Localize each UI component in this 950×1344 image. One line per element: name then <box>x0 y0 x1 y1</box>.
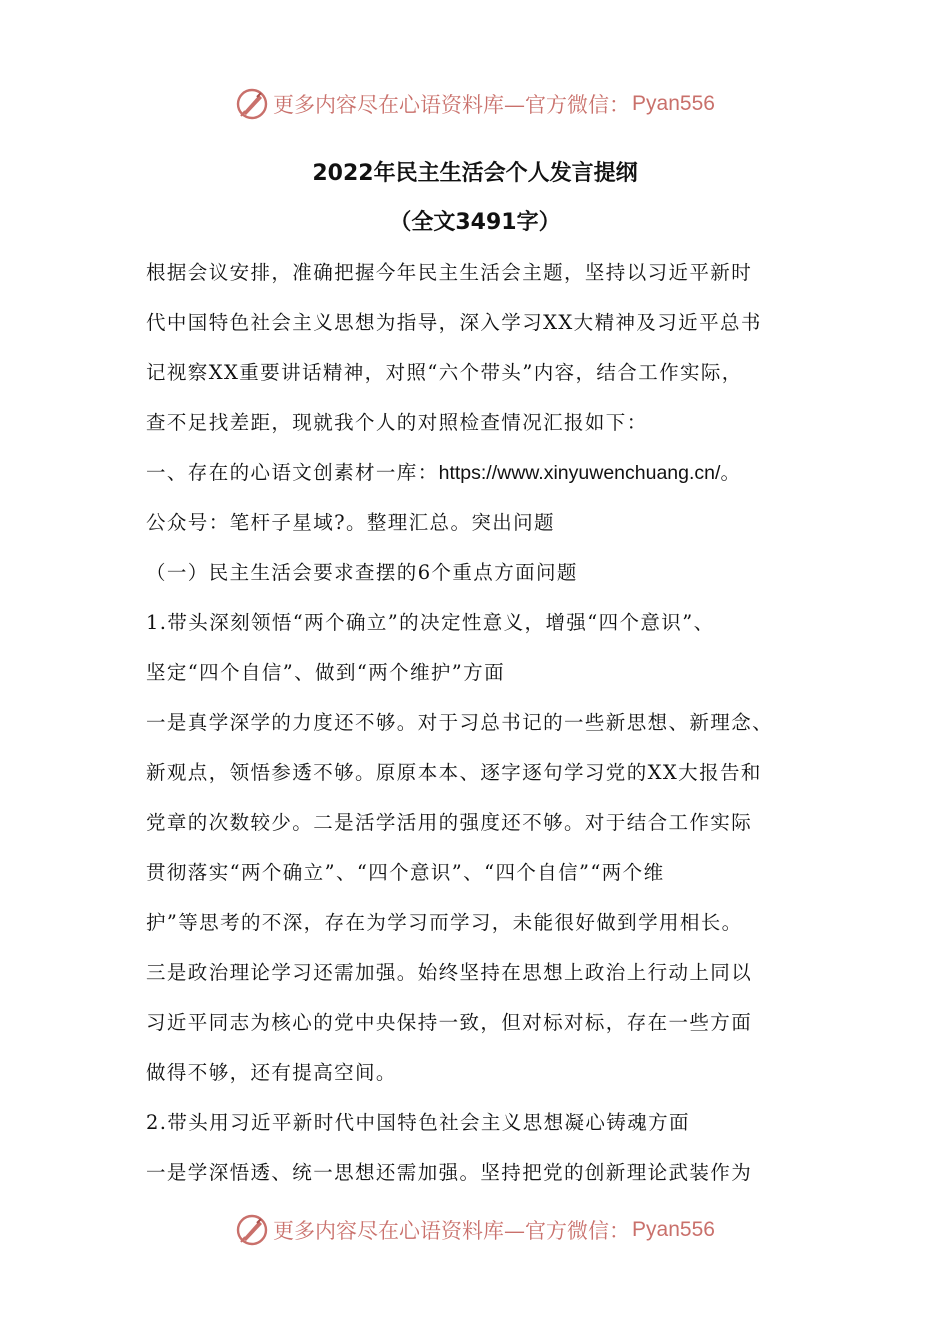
body-line: 1.带头深刻领悟“两个确立”的决定性意义，增强“四个意识”、 <box>146 611 715 634</box>
body-line: 三是政治理论学习还需加强。始终坚持在思想上政治上行动上同以 <box>146 961 753 984</box>
footer-banner <box>0 1210 950 1250</box>
body-line: 2.带头用习近平新时代中国特色社会主义思想凝心铸魂方面 <box>146 1111 690 1134</box>
body-line-text: 一、存在的心语文创素材一库： <box>146 461 439 484</box>
body-line: 记视察XX重要讲话精神，对照“六个带头”内容，结合工作实际， <box>146 361 743 384</box>
body-line: 查不足找差距，现就我个人的对照检查情况汇报如下： <box>146 411 648 434</box>
banner-text: 更多内容尽在心语资料库—官方微信： <box>273 93 631 117</box>
body-line: 护”等思考的不深，存在为学习而学习，未能很好做到学用相长。 <box>146 911 743 934</box>
body-line: （一）民主生活会要求查摆的6个重点方面问题 <box>146 561 578 584</box>
url-suffix: 。 <box>720 461 742 484</box>
body-line: 一是真学深学的力度还不够。对于习总书记的一些新思想、新理念、 <box>146 711 774 734</box>
body-line: 公众号：笔杆子星域?。整理汇总。突出问题 <box>146 511 555 534</box>
body-line: 代中国特色社会主义思想为指导，深入学习XX大精神及习近平总书 <box>146 311 762 334</box>
body-line: 坚定“四个自信”、做到“两个维护”方面 <box>146 661 505 684</box>
quill-logo-icon <box>235 1213 269 1247</box>
source-link[interactable]: https://www.xinyuwenchuang.cn/ <box>438 462 721 484</box>
document-subtitle: （全文3491字） <box>389 210 561 235</box>
document-title: 2022年民主生活会个人发言提纲 <box>312 161 638 186</box>
banner-wechat-id: Pyan556 <box>632 1218 715 1241</box>
header-banner <box>0 84 950 124</box>
document-body <box>146 248 808 1198</box>
body-line: 习近平同志为核心的党中央保持一致，但对标对标，存在一些方面 <box>146 1011 753 1034</box>
banner-text: 更多内容尽在心语资料库—官方微信： <box>273 1219 631 1243</box>
body-line: 一是学深悟透、统一思想还需加强。坚持把党的创新理论武装作为 <box>146 1161 753 1184</box>
banner-wechat-id: Pyan556 <box>632 92 715 115</box>
body-line-with-url <box>146 448 808 498</box>
body-line: 做得不够，还有提高空间。 <box>146 1061 397 1084</box>
quill-logo-icon <box>235 87 269 121</box>
body-line: 贯彻落实“两个确立”、“四个意识”、“四个自信”“两个维 <box>146 861 665 884</box>
body-line: 党章的次数较少。二是活学活用的强度还不够。对于结合工作实际 <box>146 811 753 834</box>
body-line: 根据会议安排，准确把握今年民主生活会主题，坚持以习近平新时 <box>146 261 753 284</box>
body-line: 新观点，领悟参透不够。原原本本、逐字逐句学习党的XX大报告和 <box>146 761 762 784</box>
